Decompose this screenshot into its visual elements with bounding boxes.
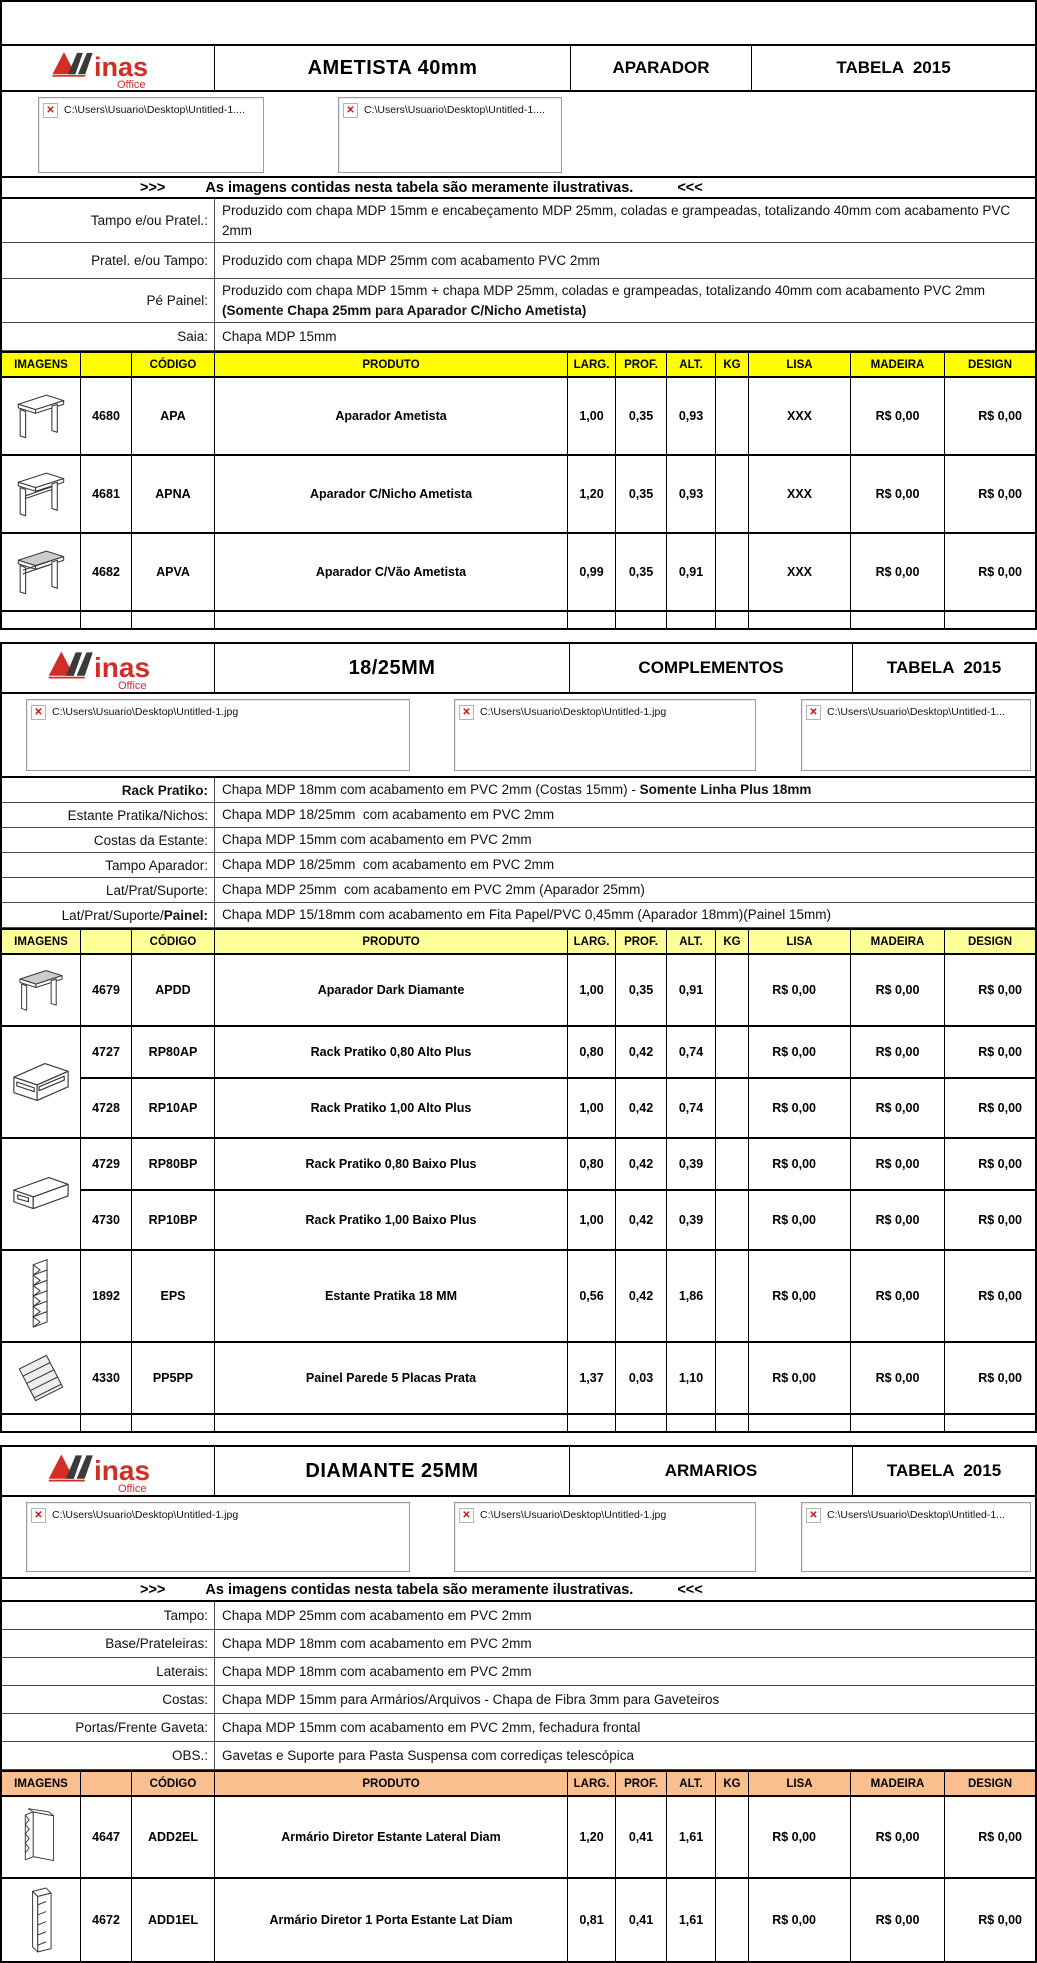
cell-design: R$ 0,00 [978,1371,1022,1386]
section-header-band [2,1447,1035,1497]
cell-codigo: EPS [132,1251,215,1341]
product-sketch-armario-1porta [2,1879,81,1961]
cell-alt: 0,74 [667,1079,716,1137]
product-row [2,378,1035,456]
cell-kg [716,1139,749,1189]
spec-value: Chapa MDP 18/25mm com acabamento em PVC 2mm [222,857,555,873]
broken-image-icon: ✕ [459,1508,474,1523]
section-ametista [0,44,1037,630]
section-category: COMPLEMENTOS [570,644,853,692]
cell-madeira: R$ 0,00 [851,1079,945,1137]
broken-image-icon: ✕ [806,1508,821,1523]
cell-produto: Aparador C/Vão Ametista [215,534,568,610]
cell-madeira: R$ 0,00 [851,1027,945,1077]
product-row [81,1139,1035,1191]
spec-label: Saia: [2,323,215,350]
spec-label: Laterais: [2,1658,215,1685]
cell-codigo: ADD1EL [132,1879,215,1961]
broken-image-placeholder [454,1502,756,1572]
spec-row [2,1714,1035,1742]
cell-larg: 1,20 [568,456,616,532]
table-header-row [2,353,1035,378]
cell-design: R$ 0,00 [978,1101,1022,1116]
cell-lisa: R$ 0,00 [749,1139,851,1189]
cell-kg [716,378,749,454]
section-header-band [2,46,1035,92]
notice-arrows-left: >>> [140,1581,166,1598]
product-row [81,1079,1035,1137]
spec-row [2,1686,1035,1714]
cell-codigo: APVA [132,534,215,610]
col-header-lisa: LISA [749,930,851,953]
broken-image-icon: ✕ [43,103,58,118]
col-header-design: DESIGN [967,358,1013,371]
col-header-imagens: IMAGENS [2,353,81,376]
cell-larg: 1,00 [568,1191,616,1249]
spec-row [2,853,1035,878]
broken-image-placeholder [38,97,264,173]
spec-row [2,1658,1035,1686]
cell-design: R$ 0,00 [978,487,1022,502]
minas-office-logo [2,644,215,692]
cell-lisa: R$ 0,00 [749,1191,851,1249]
cell-num: 4682 [81,534,132,610]
cell-madeira: R$ 0,00 [851,534,945,610]
image-path: C:\Users\Usuario\Desktop\Untitled-1.jpg [480,706,667,719]
product-sketch-painel [2,1343,81,1413]
image-path: C:\Users\Usuario\Desktop\Untitled-1... [827,1509,1005,1522]
section-tabela: TABELA 2015 [836,58,951,77]
notice-arrows-right: <<< [677,1581,703,1598]
cell-prof: 0,42 [616,1191,667,1249]
broken-image-placeholder [454,699,756,771]
cell-alt: 0,91 [667,534,716,610]
cell-alt: 0,93 [667,378,716,454]
spec-value: Produzido com chapa MDP 25mm com acabamento PVC 2mm [222,252,600,268]
product-row-group [2,1027,1035,1139]
image-path: C:\Users\Usuario\Desktop\Untitled-1.jpg [52,706,239,719]
product-sketch-aparador-vao [2,534,81,610]
spec-value: Chapa MDP 15/18mm com acabamento em Fita Papel/PVC 0,45mm (Aparador 18mm)(Painel 15mm) [222,907,831,923]
spec-label: Lat/Prat/Suporte/Painel: [2,903,215,927]
col-header-imagens: IMAGENS [2,930,81,953]
col-header-design: DESIGN [967,935,1013,948]
cell-madeira: R$ 0,00 [851,1343,945,1413]
spec-value: Chapa MDP 15mm [222,328,337,344]
cell-design: R$ 0,00 [978,1913,1022,1928]
cell-alt: 1,86 [667,1251,716,1341]
cell-kg [716,1191,749,1249]
product-sketch-rack-baixo [2,1139,81,1249]
col-header-kg: KG [716,930,749,953]
cell-kg [716,456,749,532]
cell-num: 4647 [81,1797,132,1877]
col-header-produto: PRODUTO [215,353,568,376]
section-category: APARADOR [571,46,752,90]
cell-produto: Rack Pratiko 1,00 Baixo Plus [215,1191,568,1249]
cell-prof: 0,35 [616,456,667,532]
svg-text:inas: inas [94,52,149,82]
broken-image-icon: ✕ [806,705,821,720]
spec-label: Tampo Aparador: [2,853,215,877]
cell-kg [716,955,749,1025]
notice-row [2,1579,1035,1602]
image-path: C:\Users\Usuario\Desktop\Untitled-1.jpg [52,1509,239,1522]
image-path: C:\Users\Usuario\Desktop\Untitled-1.jpg [480,1509,667,1522]
spec-label: OBS.: [2,1742,215,1769]
cell-larg: 0,81 [568,1879,616,1961]
cell-kg [716,534,749,610]
spec-label: Portas/Frente Gaveta: [2,1714,215,1741]
cell-codigo: RP10BP [132,1191,215,1249]
col-header-codigo: CÓDIGO [132,1772,215,1795]
cell-num: 4681 [81,456,132,532]
cell-prof: 0,03 [616,1343,667,1413]
spec-row [2,903,1035,928]
spec-value: Gavetas e Suporte para Pasta Suspensa com corrediças telescópica [222,1747,634,1763]
cell-alt: 0,39 [667,1139,716,1189]
notice-arrows-left: >>> [140,179,166,196]
cell-madeira: R$ 0,00 [851,955,945,1025]
section-title: DIAMANTE 25MM [215,1447,570,1495]
table-header-row [2,930,1035,955]
cell-num: 4728 [81,1079,132,1137]
product-row [2,534,1035,612]
spec-value: Chapa MDP 25mm com acabamento em PVC 2mm [222,1607,532,1623]
cell-num: 4679 [81,955,132,1025]
spec-row [2,1602,1035,1630]
cell-prof: 0,35 [616,534,667,610]
product-sketch-aparador-dark [2,955,81,1025]
product-row [2,1251,1035,1343]
cell-design: R$ 0,00 [978,1157,1022,1172]
table-header-row [2,1772,1035,1797]
product-row-group [2,1139,1035,1251]
spec-row [2,1742,1035,1770]
spec-value: Produzido com chapa MDP 15mm e encabeçamento MDP 25mm, coladas e grampeadas, totalizando 40mm com acabamento PVC 2mm [222,203,1014,238]
cell-alt: 1,10 [667,1343,716,1413]
cell-num: 4330 [81,1343,132,1413]
cell-design: R$ 0,00 [978,409,1022,424]
cell-num: 4729 [81,1139,132,1189]
cell-larg: 0,99 [568,534,616,610]
spec-value: Chapa MDP 18mm com acabamento em PVC 2mm (Costas 15mm) - Somente Linha Plus 18mm [222,782,812,798]
col-header-larg: LARG. [568,930,616,953]
cell-madeira: R$ 0,00 [851,1251,945,1341]
spec-value: Chapa MDP 18mm com acabamento em PVC 2mm [222,1663,532,1679]
cell-larg: 1,20 [568,1797,616,1877]
svg-text:Office: Office [118,680,147,692]
product-row [2,1343,1035,1415]
cell-prof: 0,42 [616,1079,667,1137]
cell-codigo: RP80AP [132,1027,215,1077]
cell-prof: 0,42 [616,1027,667,1077]
cell-alt: 0,91 [667,955,716,1025]
svg-text:Office: Office [117,79,146,90]
product-row [2,1797,1035,1879]
cell-num: 1892 [81,1251,132,1341]
section-header-band [2,644,1035,694]
cell-larg: 1,00 [568,955,616,1025]
cell-codigo: PP5PP [132,1343,215,1413]
cell-larg: 1,37 [568,1343,616,1413]
cell-madeira: R$ 0,00 [851,1191,945,1249]
spec-label: Pratel. e/ou Tampo: [2,243,215,278]
col-header-madeira: MADEIRA [851,353,945,376]
cell-lisa: R$ 0,00 [749,955,851,1025]
col-header-imagens: IMAGENS [2,1772,81,1795]
spec-row [2,279,1035,323]
notice-arrows-right: <<< [677,179,703,196]
spec-label: Base/Prateleiras: [2,1630,215,1657]
product-sketch-estante [2,1251,81,1341]
col-header-prof: PROF. [616,1772,667,1795]
spec-row [2,778,1035,803]
section-armarios [0,1445,1037,1963]
cell-prof: 0,42 [616,1139,667,1189]
cell-larg: 0,80 [568,1027,616,1077]
spec-row [2,828,1035,853]
cell-lisa: R$ 0,00 [749,1797,851,1877]
minas-logo-icon [32,46,184,90]
col-header-alt: ALT. [667,930,716,953]
cell-prof: 0,42 [616,1251,667,1341]
notice-text: As imagens contidas nesta tabela são meramente ilustrativas. [205,179,634,196]
image-path: C:\Users\Usuario\Desktop\Untitled-1.... [64,104,245,116]
product-row [2,1879,1035,1961]
col-header-num [81,353,132,376]
col-header-madeira: MADEIRA [851,930,945,953]
cell-produto: Painel Parede 5 Placas Prata [215,1343,568,1413]
empty-row [2,612,1035,628]
cell-codigo: APDD [132,955,215,1025]
cell-prof: 0,41 [616,1797,667,1877]
col-header-alt: ALT. [667,1772,716,1795]
cell-larg: 1,00 [568,1079,616,1137]
cell-prof: 0,35 [616,955,667,1025]
cell-larg: 0,80 [568,1139,616,1189]
section-tabela: TABELA 2015 [886,658,1002,678]
cell-codigo: RP10AP [132,1079,215,1137]
col-header-produto: PRODUTO [215,1772,568,1795]
cell-lisa: XXX [749,456,851,532]
cell-kg [716,1797,749,1877]
col-header-design: DESIGN [967,1777,1013,1790]
image-placeholder-row [2,1497,1035,1579]
image-placeholder-row [2,92,1035,178]
cell-prof: 0,41 [616,1879,667,1961]
cell-madeira: R$ 0,00 [851,1879,945,1961]
cell-alt: 1,61 [667,1879,716,1961]
product-row [2,955,1035,1027]
col-header-prof: PROF. [616,930,667,953]
cell-produto: Aparador Ametista [215,378,568,454]
cell-larg: 0,56 [568,1251,616,1341]
cell-produto: Armário Diretor 1 Porta Estante Lat Diam [215,1879,568,1961]
broken-image-placeholder [338,97,562,173]
cell-alt: 0,39 [667,1191,716,1249]
image-path: C:\Users\Usuario\Desktop\Untitled-1... [827,706,1005,719]
broken-image-icon: ✕ [31,1508,46,1523]
cell-design: R$ 0,00 [978,1830,1022,1845]
cell-design: R$ 0,00 [978,983,1022,998]
product-sketch-armario-estante [2,1797,81,1877]
cell-madeira: R$ 0,00 [851,1139,945,1189]
cell-kg [716,1027,749,1077]
cell-kg [716,1079,749,1137]
image-placeholder-row [2,694,1035,778]
col-header-kg: KG [716,353,749,376]
product-sketch-rack-alto [2,1027,81,1137]
col-header-larg: LARG. [568,1772,616,1795]
cell-kg [716,1879,749,1961]
cell-larg: 1,00 [568,378,616,454]
product-row [81,1191,1035,1249]
section-title: 18/25MM [215,644,570,692]
spec-row [2,803,1035,828]
cell-design: R$ 0,00 [978,1045,1022,1060]
broken-image-icon: ✕ [343,103,358,118]
product-table [2,1770,1035,1961]
col-header-madeira: MADEIRA [851,1772,945,1795]
cell-lisa: R$ 0,00 [749,1079,851,1137]
cell-prof: 0,35 [616,378,667,454]
col-header-alt: ALT. [667,353,716,376]
notice-row [2,178,1035,199]
broken-image-placeholder [801,1502,1031,1572]
section-title: AMETISTA 40mm [215,46,571,90]
spec-value: Chapa MDP 15mm com acabamento em PVC 2mm, fechadura frontal [222,1719,641,1735]
product-sketch-aparador [2,378,81,454]
col-header-kg: KG [716,1772,749,1795]
spec-value: Chapa MDP 15mm para Armários/Arquivos - Chapa de Fibra 3mm para Gaveteiros [222,1691,720,1707]
cell-codigo: APA [132,378,215,454]
cell-num: 4680 [81,378,132,454]
cell-lisa: R$ 0,00 [749,1027,851,1077]
col-header-lisa: LISA [749,353,851,376]
cell-lisa: XXX [749,378,851,454]
spec-value: Chapa MDP 18/25mm com acabamento em PVC 2mm [222,807,555,823]
product-table [2,928,1035,1431]
image-path: C:\Users\Usuario\Desktop\Untitled-1.... [364,104,545,116]
cell-design: R$ 0,00 [978,1289,1022,1304]
spec-row [2,243,1035,279]
spec-value: Chapa MDP 25mm com acabamento em PVC 2mm (Aparador 25mm) [222,882,645,898]
spec-label: Rack Pratiko: [2,778,215,802]
svg-text:inas: inas [94,652,151,684]
spec-row [2,199,1035,243]
cell-produto: Rack Pratiko 0,80 Baixo Plus [215,1139,568,1189]
spec-row [2,323,1035,351]
broken-image-icon: ✕ [31,705,46,720]
cell-produto: Estante Pratika 18 MM [215,1251,568,1341]
cell-design: R$ 0,00 [978,1213,1022,1228]
cell-madeira: R$ 0,00 [851,378,945,454]
spec-label: Costas da Estante: [2,828,215,852]
col-header-prof: PROF. [616,353,667,376]
product-sketch-aparador-nicho [2,456,81,532]
product-row [2,456,1035,534]
cell-num: 4730 [81,1191,132,1249]
broken-image-placeholder [26,1502,410,1572]
col-header-codigo: CÓDIGO [132,353,215,376]
cell-kg [716,1343,749,1413]
cell-codigo: ADD2EL [132,1797,215,1877]
col-header-num [81,930,132,953]
cell-produto: Armário Diretor Estante Lateral Diam [215,1797,568,1877]
empty-row [2,1415,1035,1431]
minas-logo-icon [32,645,184,691]
cell-alt: 1,61 [667,1797,716,1877]
spec-label: Estante Pratika/Nichos: [2,803,215,827]
cell-produto: Aparador Dark Diamante [215,955,568,1025]
cell-alt: 0,93 [667,456,716,532]
col-header-larg: LARG. [568,353,616,376]
cell-codigo: RP80BP [132,1139,215,1189]
cell-lisa: R$ 0,00 [749,1879,851,1961]
cell-kg [716,1251,749,1341]
spec-row [2,878,1035,903]
cell-lisa: XXX [749,534,851,610]
notice-text: As imagens contidas nesta tabela são meramente ilustrativas. [205,1581,634,1598]
section-tabela: TABELA 2015 [886,1461,1002,1481]
minas-office-logo [2,46,215,90]
minas-logo-icon [32,1448,184,1494]
spec-value: Produzido com chapa MDP 15mm + chapa MDP 25mm, coladas e grampeadas, totalizando 40mm com acabamento PVC 2mm (Somente Chapa 25mm para Aparador C/Nicho Ametista) [222,283,989,318]
product-table [2,351,1035,628]
section-category: ARMARIOS [570,1447,853,1495]
spec-label: Tampo e/ou Pratel.: [2,199,215,242]
spec-label: Tampo: [2,1602,215,1629]
cell-alt: 0,74 [667,1027,716,1077]
spec-label: Pé Painel: [2,279,215,322]
spec-label: Costas: [2,1686,215,1713]
cell-produto: Aparador C/Nicho Ametista [215,456,568,532]
broken-image-icon: ✕ [459,705,474,720]
spec-label: Lat/Prat/Suporte: [2,878,215,902]
cell-num: 4672 [81,1879,132,1961]
spec-value: Chapa MDP 15mm com acabamento em PVC 2mm [222,832,532,848]
cell-lisa: R$ 0,00 [749,1251,851,1341]
product-row [81,1027,1035,1079]
spec-value: Chapa MDP 18mm com acabamento em PVC 2mm [222,1635,532,1651]
col-header-num [81,1772,132,1795]
cell-codigo: APNA [132,456,215,532]
cell-num: 4727 [81,1027,132,1077]
spec-row [2,1630,1035,1658]
cell-produto: Rack Pratiko 0,80 Alto Plus [215,1027,568,1077]
col-header-produto: PRODUTO [215,930,568,953]
svg-text:inas: inas [94,1455,151,1487]
cell-madeira: R$ 0,00 [851,1797,945,1877]
broken-image-placeholder [801,699,1031,771]
cell-produto: Rack Pratiko 1,00 Alto Plus [215,1079,568,1137]
broken-image-placeholder [26,699,410,771]
cell-design: R$ 0,00 [978,565,1022,580]
col-header-codigo: CÓDIGO [132,930,215,953]
col-header-lisa: LISA [749,1772,851,1795]
cell-lisa: R$ 0,00 [749,1343,851,1413]
page-top-margin [0,0,1037,44]
svg-text:Office: Office [118,1483,147,1495]
minas-office-logo [2,1447,215,1495]
section-complementos [0,642,1037,1433]
cell-madeira: R$ 0,00 [851,456,945,532]
